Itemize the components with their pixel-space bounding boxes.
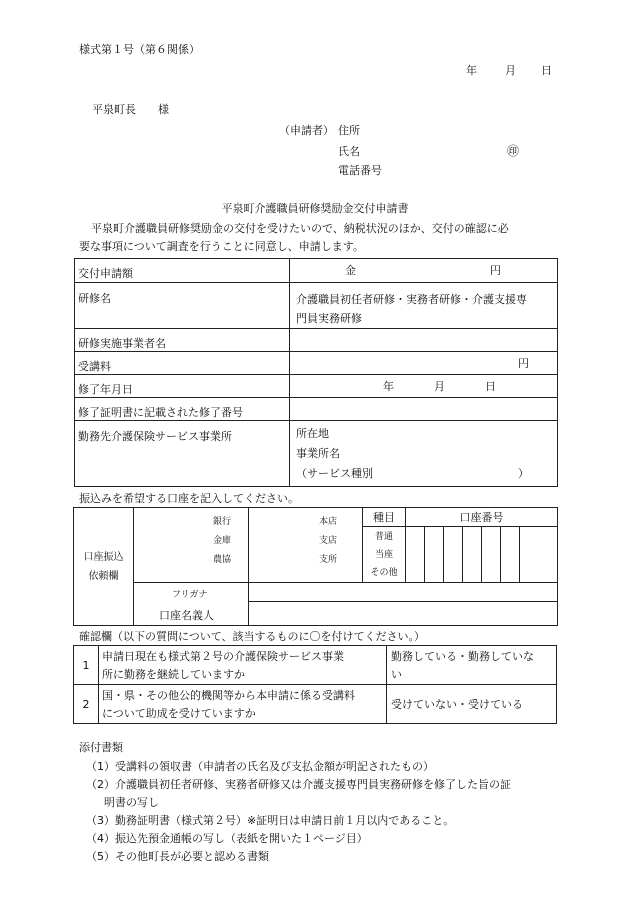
applicant-address-label: 住所	[338, 124, 360, 137]
digit-divider	[462, 527, 463, 582]
seal-mark: ㊞	[507, 144, 520, 158]
attachments-title: 添付書類	[79, 741, 123, 754]
applicant-name-label: 氏名	[338, 145, 360, 158]
fee-value-cell[interactable]	[290, 352, 558, 375]
digit-divider	[500, 527, 501, 582]
amount-value-cell[interactable]	[290, 259, 558, 283]
bank-note: 振込みを希望する口座を記入してください。	[79, 492, 299, 505]
confirm-question-line-1: 申請日現在も様式第２号の介護保険サービス事業	[102, 650, 344, 663]
confirm-answer-cell[interactable]	[387, 646, 557, 685]
confirm-row	[74, 685, 557, 724]
kind-option-3: その他	[370, 567, 398, 578]
completion-value-cell[interactable]	[290, 375, 558, 398]
completion-year: 年	[383, 380, 394, 393]
furigana-divider	[249, 601, 557, 602]
kind-header: 種目	[373, 511, 395, 524]
amount-label: 交付申請額	[78, 267, 133, 280]
confirm-question-cell	[99, 646, 387, 685]
account-number-cell[interactable]	[406, 527, 558, 583]
bank-side-label-line-1: 口座振込	[83, 551, 124, 563]
holder-label: 口座名義人	[159, 609, 214, 622]
confirm-number: 2	[82, 697, 90, 711]
digit-divider	[481, 527, 482, 582]
completion-label: 修了年月日	[78, 383, 133, 396]
training-label-cell	[75, 283, 290, 329]
completion-label-cell	[75, 375, 290, 398]
bank-table	[73, 507, 558, 626]
kind-option-2: 当座	[374, 549, 393, 560]
provider-label-cell	[75, 329, 290, 352]
intro-line-2: 要な事項について調査を行うことに同意し、申請します。	[79, 240, 364, 253]
kind-option-1: 普通	[374, 531, 393, 542]
applicant-role: （申請者）	[279, 124, 334, 137]
bank-type-2: 金庫	[213, 536, 232, 546]
attachment-item-2: （2）介護職員初任者研修、実務者研修又は介護支援専門員実務研修を修了した旨の証	[86, 778, 511, 791]
confirm-number: 1	[82, 658, 90, 672]
confirm-question-line-2: について助成を受けていますか	[102, 707, 256, 720]
confirm-answer-line-2: い	[391, 668, 402, 681]
attachment-item-5: （5）その他町長が必要と認める書類	[86, 850, 269, 863]
account-header-cell	[406, 508, 558, 527]
confirm-row	[74, 646, 557, 685]
branch-type-2: 支店	[319, 536, 338, 546]
document-title: 平泉町介護職員研修奨励金交付申請書	[221, 202, 409, 215]
workplace-value-cell[interactable]	[290, 421, 558, 487]
kind-header-cell	[363, 508, 406, 527]
kind-options-cell[interactable]	[363, 527, 406, 583]
confirm-question-line-1: 国・県・その他公的機関等から本申請に係る受講料	[102, 689, 355, 702]
completion-month: 月	[434, 380, 445, 393]
holder-value-cell[interactable]	[249, 583, 558, 626]
bank-side-label-cell	[74, 508, 134, 626]
amount-prefix: 金	[345, 264, 356, 277]
attachment-item-4: （4）振込先預金通帳の写し（表紙を開いた１ページ目）	[86, 832, 368, 845]
branch-name-cell[interactable]	[249, 508, 363, 583]
confirm-number-cell	[74, 685, 99, 724]
confirm-answer-line-1: 受けていない・受けている	[391, 698, 523, 711]
cert-value-cell[interactable]	[290, 398, 558, 421]
workplace-service-label: （サービス種別	[296, 467, 373, 480]
provider-value-cell[interactable]	[290, 329, 558, 352]
fee-label-cell	[75, 352, 290, 375]
workplace-label-cell	[75, 421, 290, 487]
attachment-item-1: （1）受講料の領収書（申請者の氏名及び支払金額が明記されたもの）	[86, 760, 434, 773]
intro-line-1: 平泉町介護職員研修奨励金の交付を受けたいので、納税状況のほか、交付の確認に必	[91, 222, 509, 235]
cert-label-cell	[75, 398, 290, 421]
bank-side-label-line-2: 依頼欄	[88, 570, 119, 582]
branch-type-3: 支所	[319, 555, 338, 565]
account-header: 口座番号	[459, 511, 504, 524]
digit-divider	[519, 527, 520, 582]
workplace-service-close: ）	[518, 467, 529, 480]
bank-type-3: 農協	[213, 555, 232, 565]
bank-name-cell[interactable]	[134, 508, 249, 583]
workplace-label: 勤務先介護保険サービス事業所	[78, 430, 232, 443]
bank-type-1: 銀行	[213, 517, 232, 527]
amount-unit: 円	[490, 264, 501, 277]
amount-label-cell	[75, 259, 290, 283]
form-number: 様式第１号（第６関係）	[79, 43, 200, 56]
confirm-answer-line-1: 勤務している・勤務していな	[391, 650, 534, 663]
attachment-item-3: （3）勤務証明書（様式第２号）※証明日は申請日前１月以内であること。	[86, 814, 455, 827]
completion-day: 日	[485, 380, 496, 393]
date-day: 日	[541, 64, 552, 77]
attachment-item-2-cont: 明書の写し	[104, 796, 159, 809]
confirm-number-cell	[74, 646, 99, 685]
fee-label: 受講料	[78, 360, 111, 373]
furigana-label: フリガナ	[172, 590, 208, 600]
date-month: 月	[505, 64, 516, 77]
workplace-name-label: 事業所名	[296, 447, 340, 460]
digit-divider	[443, 527, 444, 582]
training-value-line-2: 門員実務研修	[296, 312, 362, 325]
application-table	[74, 258, 558, 487]
training-value-line-1: 介護職員初任者研修・実務者研修・介護支援専	[296, 293, 527, 306]
provider-label: 研修実施事業者名	[78, 337, 166, 350]
confirm-answer-cell[interactable]	[387, 685, 557, 724]
confirm-note: 確認欄（以下の質問について、該当するものに〇を付けてください。）	[79, 630, 426, 643]
cert-label: 修了証明書に記載された修了番号	[78, 406, 243, 419]
branch-type-1: 本店	[319, 517, 338, 527]
workplace-location-label: 所在地	[296, 427, 329, 440]
training-value-cell[interactable]	[290, 283, 558, 329]
digit-divider	[424, 527, 425, 582]
date-year: 年	[466, 64, 477, 77]
fee-unit: 円	[518, 357, 529, 370]
confirm-question-cell	[99, 685, 387, 724]
confirm-question-line-2: 所に勤務を継続していますか	[102, 668, 245, 681]
training-label: 研修名	[78, 292, 111, 305]
addressee: 平泉町長 様	[92, 103, 169, 116]
confirm-table	[73, 645, 557, 724]
holder-label-cell	[134, 583, 249, 626]
applicant-phone-label: 電話番号	[338, 164, 382, 177]
